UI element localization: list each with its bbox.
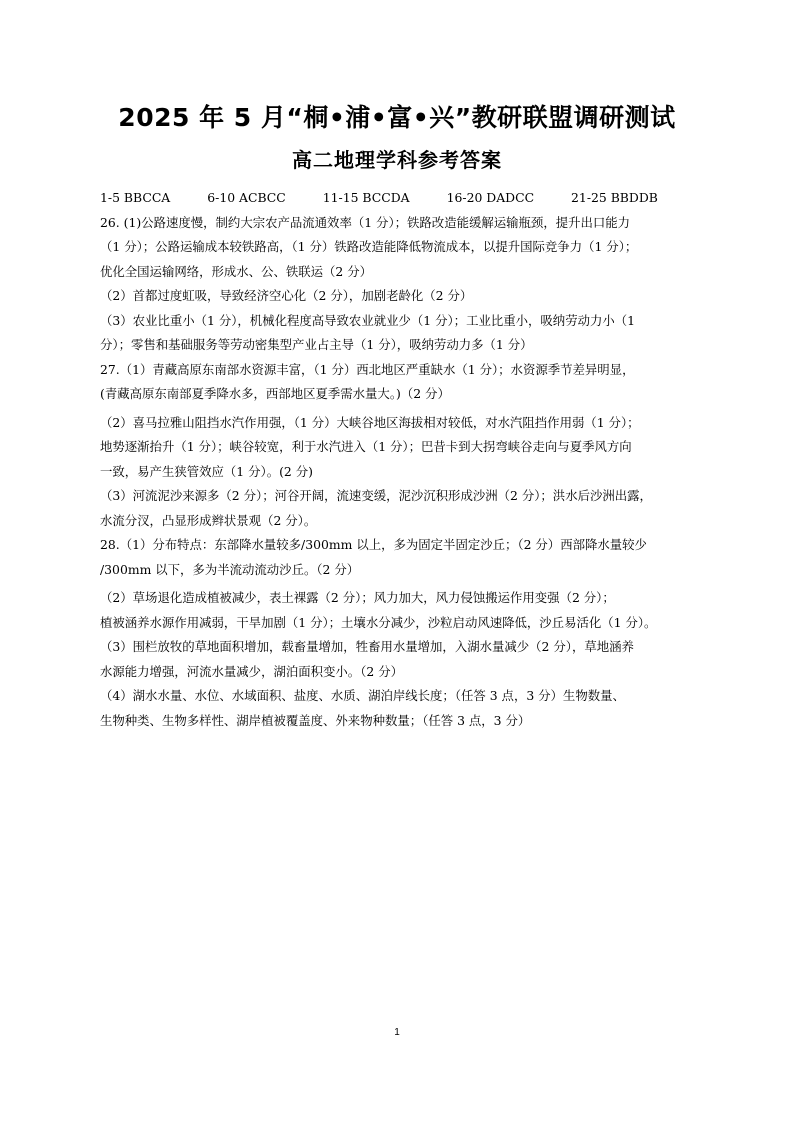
page-number: 1 (394, 1027, 400, 1038)
answer-line: 生物种类、生物多样性、湖岸植被覆盖度、外来物种数量；（任答 3 点，3 分） (100, 712, 531, 728)
answer-line: （4）湖水水量、水位、水域面积、盐度、水质、湖泊岸线长度；（任答 3 点，3 分）生物数量、 (100, 688, 625, 703)
answer-line: 27.（1）青藏高原东南部水资源丰富，（1 分）西北地区严重缺水（1 分）；水资源季节差异明显， (100, 361, 635, 377)
answer-line: （2）草场退化造成植被减少，表土裸露（2 分）；风力加大，风力侵蚀搬运作用变强（2 分）； (100, 590, 615, 605)
answer-line: 26. (1)公路速度慢，制约大宗农产品流通效率（1 分）；铁路改造能缓解运输瓶颈，提升出口能力 (100, 214, 631, 230)
answer-line: 水源能力增强，河流水量减少，湖泊面积变小。（2 分） (100, 663, 403, 679)
answer-group: 21-25 BBDDB (571, 190, 658, 205)
answer-group: 6-10 ACBCC (207, 190, 286, 205)
answer-line: 植被涵养水源作用减弱，干旱加剧（1 分）；土壤水分减少，沙粒启动风速降低，沙丘易活化（1 分）。 (100, 614, 657, 630)
multiple-choice-answers (100, 186, 700, 211)
answer-line: 一致，易产生狭管效应（1 分）。(2 分) (100, 463, 313, 479)
answer-group: 1-5 BBCCA (100, 190, 171, 205)
document-title: 2025 年 5 月“桐•浦•富•兴”教研联盟调研测试 (118, 103, 676, 132)
answer-line: （2）喜马拉雅山阻挡水汽作用强，（1 分）大峡谷地区海拔相对较低，对水汽阻挡作用弱（1 分）； (100, 414, 640, 430)
answer-line: (青藏高原东南部夏季降水多，西部地区夏季需水量大。)（2 分） (100, 386, 450, 401)
answer-line: （1 分）；公路运输成本较铁路高，（1 分）铁路改造能降低物流成本，以提升国际竞争力（1 分）； (100, 239, 638, 254)
answer-line: /300mm 以下，多为半流动流动沙丘。（2 分） (100, 561, 360, 577)
answer-line: （2）首都过度虹吸，导致经济空心化（2 分），加剧老龄化（2 分） (100, 288, 473, 303)
answer-line: 28.（1）分布特点：东部降水量较多/300mm 以上，多为固定半固定沙丘；（2 分）西部降水量较少 (100, 537, 647, 552)
answer-line: 水流分汊，凸显形成辫状景观（2 分）。 (100, 512, 317, 528)
answer-group: 11-15 BCCDA (322, 190, 410, 205)
answer-line: 分）；零售和基础服务等劳动密集型产业占主导（1 分），吸纳劳动力多（1 分） (100, 337, 533, 352)
answer-line: 优化全国运输网络，形成水、公、铁联运（2 分） (100, 263, 373, 279)
answer-line: 地势逐渐抬升（1 分）；峡谷较宽，利于水汽进入（1 分）；巴昔卡到大拐弯峡谷走向与夏季风方向 (100, 439, 632, 454)
answer-content (100, 186, 700, 733)
answer-line: （3）河流泥沙来源多（2 分）；河谷开阔，流速变缓，泥沙沉积形成沙洲（2 分）；洪水后沙洲出露， (100, 488, 652, 503)
document-subtitle: 高二地理学科参考答案 (292, 148, 502, 172)
answer-group: 16-20 DADCC (446, 190, 535, 205)
answer-line: （3）农业比重小（1 分），机械化程度高导致农业就业少（1 分）；工业比重小，吸纳劳动力小（1 (100, 312, 636, 328)
answer-line: （3）围栏放牧的草地面积增加，载畜量增加，牲畜用水量增加，入湖水量减少（2 分），草地涵养 (100, 639, 634, 654)
